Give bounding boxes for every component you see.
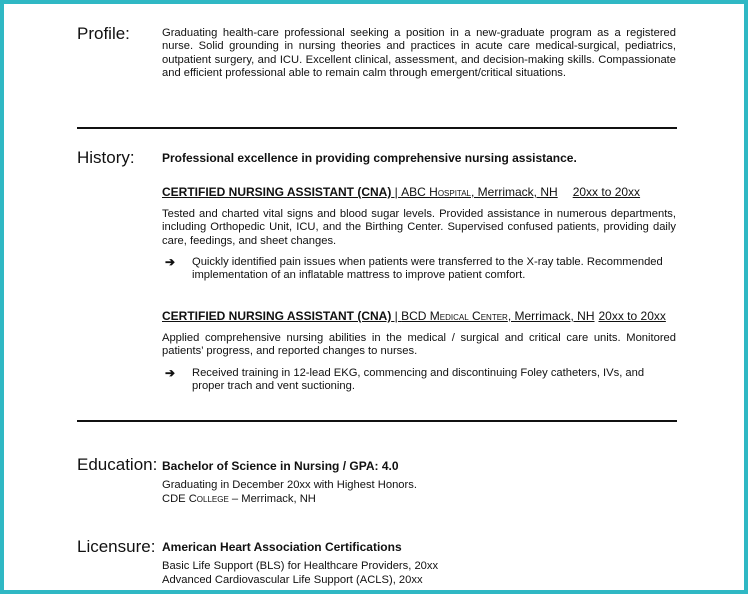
job-bullet-1: Quickly identified pain issues when patients were transferred to the X-ray table. Recommended implementation of an inflatable mattress to improve patient comfort.	[192, 256, 663, 282]
profile-label: Profile:	[77, 24, 130, 43]
school-location: – Merrimack, NH	[228, 493, 316, 505]
job-location: , Merrimack, NH	[507, 309, 595, 323]
education-label: Education:	[77, 455, 158, 474]
education-line: Graduating in December 20xx with Highest Honors.	[162, 479, 417, 491]
job-location: , Merrimack, NH	[471, 185, 558, 199]
job-description-1: Tested and charted vital signs and blood sugar levels. Provided assistance in numerous departments, including Orthopedic Unit, ICU, and the Birthing Center. Supervised confused patients, providing daily care, feedings, and sheet changes.	[162, 208, 676, 247]
arrow-bullet-icon: ➔	[165, 255, 176, 269]
licensure-line: Basic Life Support (BLS) for Healthcare Providers, 20xx	[162, 560, 439, 572]
section-divider	[77, 127, 677, 129]
job-dates: 20xx to 20xx	[598, 309, 666, 323]
job-employer: ABC Hospital	[401, 185, 472, 199]
resume-page	[4, 4, 744, 590]
history-label: History:	[77, 148, 135, 167]
education-school-line	[162, 493, 316, 505]
job-separator: |	[391, 185, 402, 199]
job-position: CERTIFIED NURSING ASSISTANT (CNA)	[162, 309, 392, 323]
job-dates: 20xx to 20xx	[572, 185, 641, 199]
job-separator: |	[391, 309, 402, 323]
section-divider	[77, 420, 677, 422]
job-title-2	[162, 309, 666, 323]
history-headline: Professional excellence in providing comprehensive nursing assistance.	[162, 151, 577, 165]
job-employer: BCD Medical Center	[401, 309, 508, 323]
job-bullet-2: Received training in 12-lead EKG, commencing and discontinuing Foley catheters, IVs, and proper trach and vent suctioning.	[192, 367, 645, 393]
school-name: CDE College	[162, 493, 229, 505]
licensure-label: Licensure:	[77, 537, 156, 556]
job-description-2: Applied comprehensive nursing abilities in the medical / surgical and critical care units. Monitored patients’ progress, and reported changes to nurses.	[162, 332, 676, 358]
profile-text: Graduating health-care professional seeking a position in a new-graduate program as a registered nurse. Solid grounding in nursing theories and practices in acute care medical-surgical, pediatrics, outpatient surgery, and ICU. Excellent clinical, assessment, and decision-making skills. Compassionate and efficient professional able to remain calm through emergent/critical situations.	[162, 27, 676, 80]
education-degree: Bachelor of Science in Nursing / GPA: 4.0	[162, 459, 399, 473]
job-position: CERTIFIED NURSING ASSISTANT (CNA)	[162, 185, 392, 199]
job-title-1	[162, 185, 640, 199]
licensure-heading: American Heart Association Certifications	[162, 540, 402, 554]
licensure-line: Advanced Cardiovascular Life Support (ACLS), 20xx	[162, 574, 423, 586]
arrow-bullet-icon: ➔	[165, 366, 176, 380]
